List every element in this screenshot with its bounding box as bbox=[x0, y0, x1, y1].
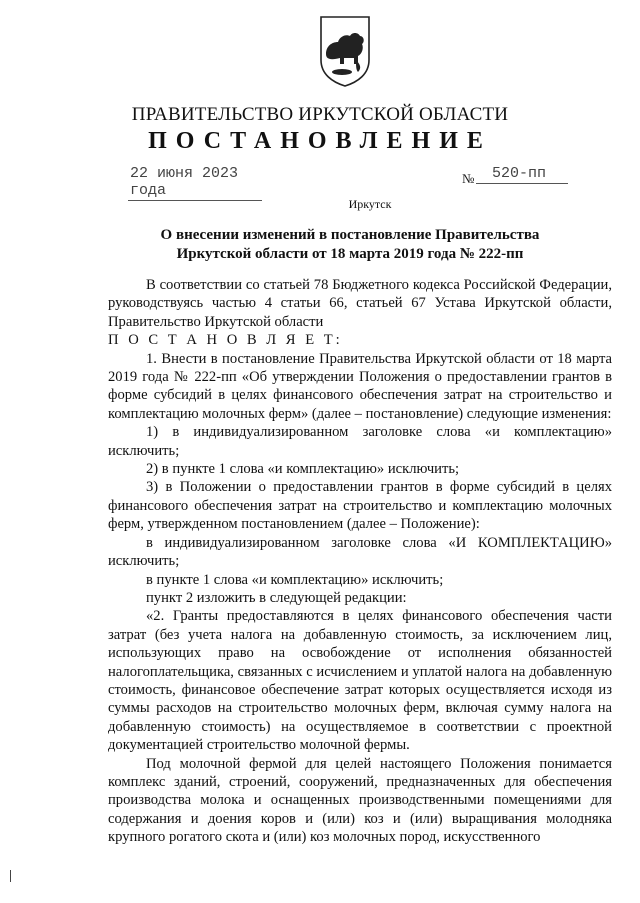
government-name: ПРАВИТЕЛЬСТВО ИРКУТСКОЙ ОБЛАСТИ bbox=[131, 104, 509, 125]
preamble-paragraph: В соответствии со статьей 78 Бюджетного кодекса Российской Федерации, руководствуясь частью 4 статьи 66, статьей 67 Устава Иркутской области, Правительство Иркутской области bbox=[108, 277, 612, 330]
body-paragraph: в пункте 1 слова «и комплектацию» исключить; bbox=[146, 571, 444, 588]
decree-date: 22 июня 2023 года bbox=[128, 165, 262, 201]
document-type: ПОСТАНОВЛЕНИЕ bbox=[148, 128, 492, 154]
body-paragraph: 3) в Положении о предоставлении грантов в форме субсидий в целях финансового обеспечения затрат на строительство и комплектацию молочных ферм, утвержденном постановлением (далее – Положение): bbox=[108, 479, 612, 533]
body-paragraph: в индивидуализированном заголовке слова «И КОМПЛЕКТАЦИЮ» исключить; bbox=[108, 534, 612, 570]
body-paragraph: 1. Внести в постановление Правительства Иркутской области от 18 марта 2019 года № 222-пп «Об утверждении Положения о предоставлении грантов в форме субсидий в целях финансового обеспечения затрат на строительство и комплектацию молочных ферм» (далее – постановление) следующие изменения: bbox=[108, 350, 612, 422]
document-title bbox=[140, 226, 560, 264]
decree-number bbox=[476, 165, 568, 184]
title-line-1: О внесении изменений в постановление Правительства bbox=[160, 227, 540, 243]
number-label: № bbox=[462, 171, 475, 186]
body-paragraph: «2. Гранты предоставляются в целях финансового обеспечения части затрат (без учета налога на добавленную стоимость, за исключением лиц, использующих право на освобождение от исполнения обязанностей налогоплательщика, связанных с исчислением и уплатой налога на добавленную стоимость, финансовое обеспечение затрат которых осуществляется исходя из суммы расходов на строительство молочных ферм, включая сумму налога на добавленную стоимость) на осуществляемое в соответствии с проектной документацией строительство молочной фермы. bbox=[108, 608, 612, 754]
city: Иркутск bbox=[348, 197, 392, 211]
irkutsk-coat-of-arms-icon bbox=[318, 14, 372, 88]
decree-number-value: 520-пп bbox=[492, 165, 547, 182]
body-paragraph: 1) в индивидуализированном заголовке слова «и комплектацию» исключить; bbox=[108, 424, 612, 459]
body-paragraph: Под молочной фермой для целей настоящего Положения понимается комплекс зданий, строений, сооружений, предназначенных для обеспечения производства молока и оснащенных производственными помещениями для содержания и доения коров и (или) коз и (или) выращивания молодняка крупного рогатого скота и (или) коз молочных пород, искусственного bbox=[108, 755, 612, 846]
body-paragraph: 2) в пункте 1 слова «и комплектацию» исключить; bbox=[146, 461, 460, 478]
scan-margin-mark bbox=[10, 870, 11, 882]
document-body bbox=[108, 276, 612, 847]
title-line-2: Иркутской области от 18 марта 2019 года № 222-пп bbox=[176, 246, 524, 262]
body-paragraph: пункт 2 изложить в следующей редакции: bbox=[146, 589, 407, 606]
resolves-heading: П О С Т А Н О В Л Я Е Т: bbox=[108, 332, 343, 349]
